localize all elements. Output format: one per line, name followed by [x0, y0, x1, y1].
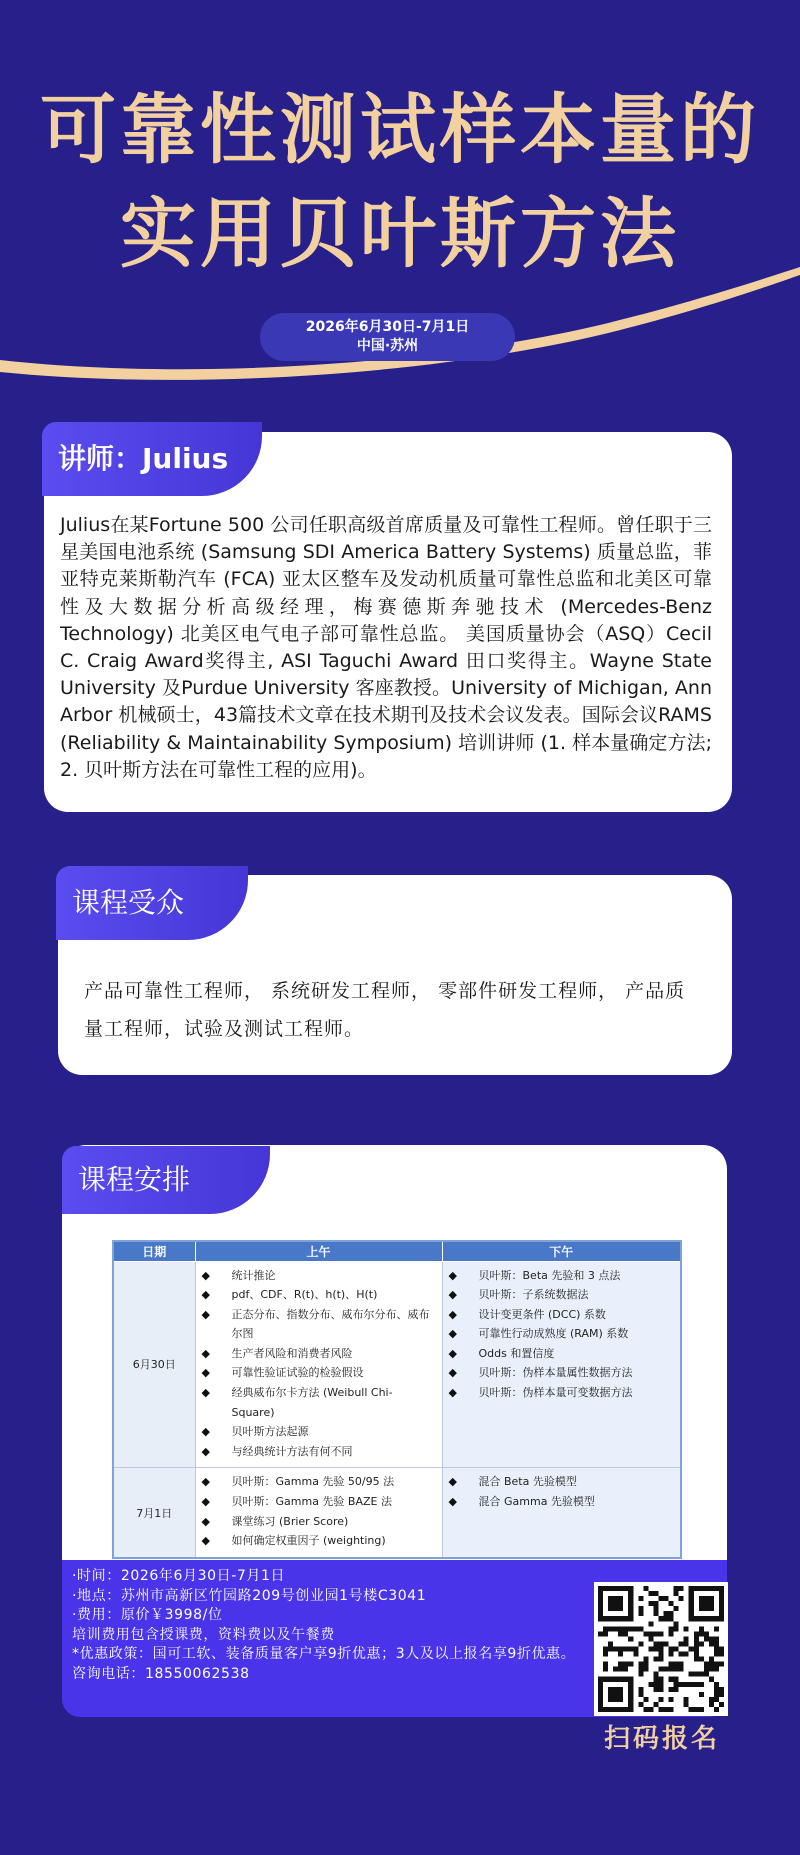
event-date-pill	[260, 313, 515, 361]
schedule-table	[112, 1240, 682, 1559]
row-afternoon	[442, 1261, 681, 1468]
info-location: ·地点：苏州市高新区竹园路209号创业园1号楼C3041	[72, 1587, 427, 1604]
schedule-tab	[62, 1146, 270, 1214]
info-time: ·时间：2026年6月30日-7月1日	[72, 1568, 286, 1584]
list-item: ◆ 贝叶斯：Beta 先验和 3 点法	[449, 1266, 675, 1286]
list-item: ◆ 与经典统计方法有何不同	[202, 1442, 436, 1462]
hero-title-line1: 可靠性测试样本量的	[40, 85, 760, 174]
list-item: ◆ 经典威布尔卡方法 (Weibull Chi-Square)	[202, 1383, 436, 1422]
header-morning: 上午	[195, 1241, 442, 1261]
table-row	[113, 1468, 681, 1558]
table-row	[113, 1261, 681, 1468]
registration-info	[72, 1567, 582, 1684]
info-phone[interactable]: 咨询电话：18550062538	[72, 1665, 250, 1682]
list-item: ◆ Odds 和置信度	[449, 1344, 675, 1364]
header-afternoon: 下午	[442, 1241, 681, 1261]
list-item: ◆ 正态分布、指数分布、威布尔分布、威布尔图	[202, 1305, 436, 1344]
row-morning	[195, 1261, 442, 1468]
list-item: ◆ 混合 Gamma 先验模型	[449, 1492, 675, 1512]
event-date: 2026年6月30日-7月1日	[305, 319, 470, 335]
list-item: ◆ 贝叶斯：子系统数据法	[449, 1285, 675, 1305]
instructor-tab	[42, 422, 262, 496]
instructor-tab-label: 讲师：Julius	[58, 442, 229, 475]
row-afternoon	[442, 1468, 681, 1558]
row-day: 7月1日	[113, 1468, 195, 1558]
audience-tab	[56, 866, 248, 940]
list-item: ◆ 混合 Beta 先验模型	[449, 1472, 675, 1492]
list-item: ◆ 可靠性验证试验的检验假设	[202, 1363, 436, 1383]
list-item: ◆ 设计变更条件 (DCC) 系数	[449, 1305, 675, 1325]
scan-to-register-label: 扫码报名	[604, 1724, 721, 1754]
row-morning	[195, 1468, 442, 1558]
audience-tab-label: 课程受众	[72, 886, 185, 919]
schedule-header-row	[113, 1241, 681, 1261]
instructor-bio: Julius在某Fortune 500 公司任职高级首席质量及可靠性工程师。曾任职于三星美国电池系统 (Samsung SDI America Battery Systems) 质量总监，菲亚特克莱斯勒汽车 (FCA) 亚太区整车及发动机质量可靠性总监和北美区可靠性及大数据分析高级经理，梅赛德斯奔驰技术 (Mercedes-Benz Technology) 北美区电气电子部可靠性总监。 美国质量协会（ASQ）Cecil C. Craig Award奖得主, ASI Taguchi Award 田口奖得主。Wayne State University 及Purdue University 客座教授。University of Michigan, Ann Arbor 机械硕士，43篇技术文章在技术期刊及技术会议发表。国际会议RAMS (Reliability & Maintainability Symposium) 培训讲师 (1. 样本量确定方法; 2. 贝叶斯方法在可靠性工程的应用)。	[60, 514, 712, 781]
list-item: ◆ 课堂练习 (Brier Score)	[202, 1512, 436, 1532]
list-item: ◆ 贝叶斯：Gamma 先验 BAZE 法	[202, 1492, 436, 1512]
info-discount: *优惠政策：国可工软、装备质量客户享9折优惠；3人及以上报名享9折优惠。	[72, 1646, 576, 1662]
row-day: 6月30日	[113, 1261, 195, 1468]
audience-text: 产品可靠性工程师， 系统研发工程师， 零部件研发工程师， 产品质量工程师，试验及测试工程师。	[84, 980, 686, 1040]
qr-code-icon[interactable]	[594, 1582, 728, 1716]
list-item: ◆ 贝叶斯：伪样本量属性数据方法	[449, 1363, 675, 1383]
event-location: 中国·苏州	[356, 338, 419, 354]
info-fee-includes: 培训费用包含授课费，资料费以及午餐费	[72, 1626, 335, 1643]
list-item: ◆ 生产者风险和消费者风险	[202, 1344, 436, 1364]
list-item: ◆ 贝叶斯：伪样本量可变数据方法	[449, 1383, 675, 1403]
info-fee: ·费用：原价￥3998/位	[72, 1607, 223, 1623]
list-item: ◆ 统计推论	[202, 1266, 436, 1286]
hero-title-line2: 实用贝叶斯方法	[120, 189, 680, 278]
schedule-tab-label: 课程安排	[78, 1163, 191, 1196]
list-item: ◆ 贝叶斯方法起源	[202, 1422, 436, 1442]
header-date: 日期	[113, 1241, 195, 1261]
list-item: ◆ 可靠性行动成熟度 (RAM) 系数	[449, 1324, 675, 1344]
list-item: ◆ 贝叶斯：Gamma 先验 50/95 法	[202, 1472, 436, 1492]
list-item: ◆ pdf、CDF、R(t)、h(t)、H(t)	[202, 1285, 436, 1305]
list-item: ◆ 如何确定权重因子 (weighting)	[202, 1531, 436, 1551]
